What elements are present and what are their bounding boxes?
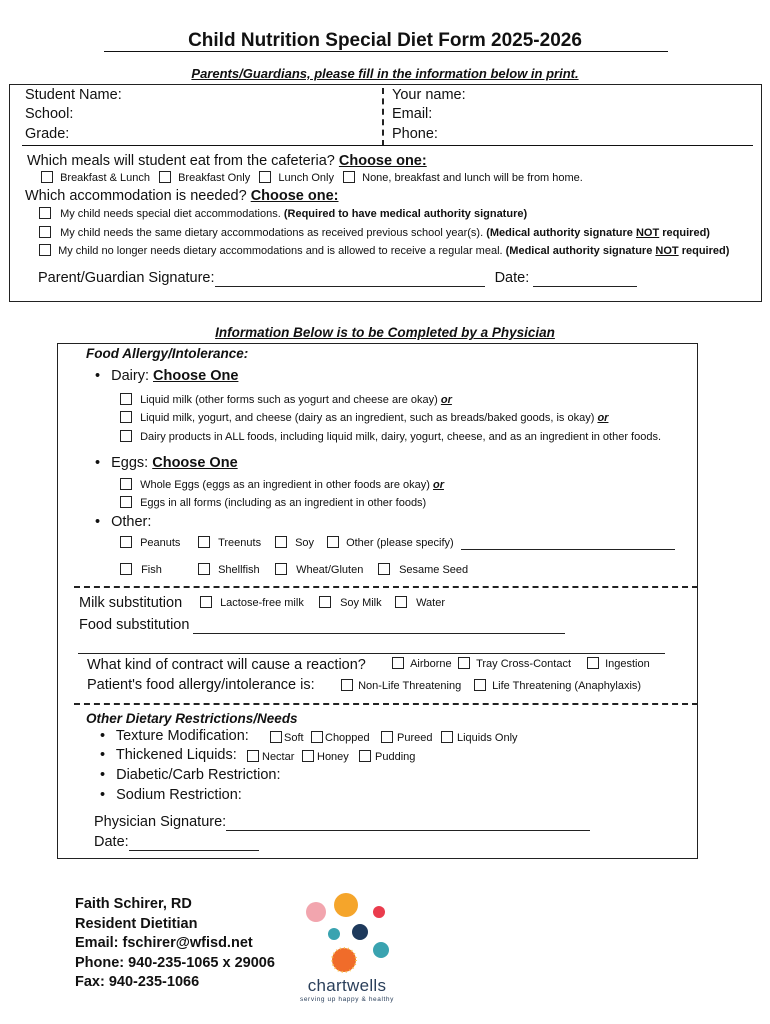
other-checkbox[interactable] bbox=[198, 536, 210, 548]
meal-option-label: Lunch Only bbox=[278, 172, 334, 184]
physician-signature-label: Physician Signature: bbox=[94, 814, 227, 830]
thickened-row bbox=[100, 747, 237, 763]
parent-date-line[interactable] bbox=[533, 270, 637, 287]
accommodation-checkbox[interactable] bbox=[39, 207, 51, 219]
contact-option-tray bbox=[458, 657, 571, 670]
meal-option-label: Breakfast Only bbox=[178, 172, 251, 184]
meal-option-checkbox[interactable] bbox=[343, 171, 355, 183]
chartwells-logo bbox=[286, 888, 408, 1006]
accommodation-choose-one: Choose one: bbox=[250, 188, 339, 204]
severity-option-text: Non-Life Threatening bbox=[358, 680, 462, 692]
your-name-label: Your name: bbox=[392, 87, 466, 103]
other-specify-line[interactable] bbox=[461, 537, 675, 550]
thickened-option-honey bbox=[302, 750, 349, 763]
accommodation-option-text: My child needs the same dietary accommodations as received previous school year(s). bbox=[60, 227, 484, 239]
logo-dot-orange bbox=[334, 893, 358, 917]
thickened-label: Thickened Liquids: bbox=[115, 747, 237, 763]
form-title: Child Nutrition Special Diet Form 2025-2026 bbox=[188, 30, 582, 51]
contact-checkbox[interactable] bbox=[458, 657, 470, 669]
form-subtitle: Parents/Guardians, please fill in the information below in print. bbox=[191, 66, 579, 81]
dietitian-contact bbox=[75, 895, 275, 993]
other-label: Other: bbox=[111, 514, 152, 530]
phone-label: Phone: bbox=[392, 126, 438, 142]
milk-option-text: Lactose-free milk bbox=[220, 597, 304, 609]
texture-checkbox[interactable] bbox=[270, 731, 282, 743]
or-text: or bbox=[597, 412, 609, 424]
milk-option-text: Soy Milk bbox=[340, 597, 382, 609]
contact-checkbox[interactable] bbox=[392, 657, 404, 669]
other-checkbox[interactable] bbox=[275, 563, 287, 575]
other-option-text: Fish bbox=[141, 564, 162, 576]
eggs-option-2 bbox=[120, 496, 426, 509]
meal-option-checkbox[interactable] bbox=[41, 171, 53, 183]
other-option-text: Other (please specify) bbox=[346, 537, 454, 549]
eggs-option-text: Eggs in all forms (including as an ingredient in other foods) bbox=[140, 497, 427, 509]
accommodation-option-note: (Required to have medical authority signature) bbox=[283, 208, 528, 220]
accommodation-option-text: My child no longer needs dietary accommodations and is allowed to receive a regular meal. bbox=[58, 245, 503, 257]
other-option-peanuts bbox=[120, 536, 180, 549]
logo-wordmark: chartwells bbox=[307, 976, 387, 995]
dietitian-name: Faith Schirer, RD bbox=[75, 896, 192, 912]
dairy-option-text: Dairy products in ALL foods, including liquid milk, dairy, yogurt, cheese, and as an ingredient in other foods. bbox=[140, 431, 662, 443]
sodium-row bbox=[100, 787, 242, 803]
milk-option-water bbox=[395, 596, 445, 609]
accommodation-option-3 bbox=[39, 244, 729, 257]
food-substitution-label: Food substitution bbox=[79, 617, 190, 633]
texture-checkbox[interactable] bbox=[441, 731, 453, 743]
dairy-choose-one: Choose One bbox=[153, 368, 239, 384]
texture-checkbox[interactable] bbox=[381, 731, 393, 743]
accommodation-not-emphasis: NOT bbox=[635, 227, 660, 239]
contact-checkbox[interactable] bbox=[587, 657, 599, 669]
other-restrictions-heading: Other Dietary Restrictions/Needs bbox=[86, 711, 298, 726]
eggs-checkbox[interactable] bbox=[120, 478, 132, 490]
or-text: or bbox=[432, 479, 444, 491]
or-text: or bbox=[440, 394, 452, 406]
thickened-checkbox[interactable] bbox=[359, 750, 371, 762]
accommodation-not-emphasis: NOT bbox=[655, 245, 679, 257]
eggs-choose-one: Choose One bbox=[152, 455, 238, 471]
texture-option-text: Pureed bbox=[397, 732, 433, 744]
eggs-label: Eggs: bbox=[111, 455, 149, 471]
physician-date-label: Date: bbox=[94, 834, 129, 850]
contact-option-airborne bbox=[392, 657, 452, 670]
other-option-text: Sesame Seed bbox=[399, 564, 469, 576]
other-allergy-row bbox=[95, 514, 151, 530]
accommodation-question bbox=[25, 188, 339, 204]
texture-row bbox=[100, 728, 249, 744]
dairy-option-text: Liquid milk (other forms such as yogurt and cheese are okay) bbox=[140, 394, 438, 406]
physician-signature-line[interactable] bbox=[226, 814, 590, 831]
dairy-option-3 bbox=[120, 430, 661, 443]
section-divider bbox=[22, 145, 753, 146]
contact-option-text: Ingestion bbox=[605, 658, 650, 670]
meals-choose-one: Choose one: bbox=[338, 153, 427, 169]
physician-signature-row bbox=[94, 814, 590, 831]
accommodation-option-1 bbox=[39, 207, 527, 220]
dietitian-email: Email: fschirer@wfisd.net bbox=[75, 935, 253, 952]
dairy-option-text: Liquid milk, yogurt, and cheese (dairy as an ingredient, such as breads/baked goods, is okay) bbox=[140, 412, 595, 424]
severity-option-nonlife bbox=[341, 679, 461, 692]
eggs-option-1 bbox=[120, 478, 444, 491]
dietitian-fax: Fax: 940-235-1066 bbox=[75, 974, 200, 991]
thickened-checkbox[interactable] bbox=[247, 750, 259, 762]
grade-label: Grade: bbox=[25, 126, 70, 142]
meal-option-checkbox[interactable] bbox=[159, 171, 171, 183]
accommodation-option-note: (Medical authority signature bbox=[486, 227, 633, 239]
parent-signature-row bbox=[38, 270, 637, 287]
other-option-shellfish bbox=[198, 563, 260, 576]
other-checkbox[interactable] bbox=[378, 563, 390, 575]
texture-label: Texture Modification: bbox=[115, 728, 249, 744]
title-underline bbox=[104, 51, 668, 52]
other-option-text: Peanuts bbox=[140, 537, 181, 549]
texture-option-chopped bbox=[311, 731, 370, 744]
school-label: School: bbox=[25, 106, 74, 122]
email-label: Email: bbox=[392, 106, 433, 122]
other-option-wheat bbox=[275, 563, 363, 576]
texture-option-text: Soft bbox=[284, 732, 304, 744]
dietitian-role: Resident Dietitian bbox=[75, 915, 198, 932]
contact-option-text: Tray Cross-Contact bbox=[476, 658, 572, 670]
other-checkbox[interactable] bbox=[120, 563, 132, 575]
parent-date-label: Date: bbox=[494, 270, 530, 286]
severity-checkbox[interactable] bbox=[341, 679, 353, 691]
eggs-option-text: Whole Eggs (eggs as an ingredient in other foods are okay) bbox=[140, 479, 430, 491]
accommodation-checkbox[interactable] bbox=[39, 226, 51, 238]
thickened-option-text: Pudding bbox=[375, 751, 416, 763]
milk-option-soy bbox=[319, 596, 382, 609]
other-option-text: Treenuts bbox=[218, 537, 262, 549]
contact-option-text: Airborne bbox=[410, 658, 452, 670]
meals-question-text: Which meals will student eat from the cafeteria? bbox=[27, 153, 335, 169]
logo-dot-navy bbox=[352, 924, 368, 940]
food-substitution-line[interactable] bbox=[193, 617, 565, 634]
thickened-option-text: Nectar bbox=[262, 751, 295, 763]
meal-option-label: None, breakfast and lunch will be from home. bbox=[362, 172, 583, 184]
accommodation-option-note: required) bbox=[662, 227, 710, 239]
dashed-divider bbox=[74, 586, 698, 588]
thickened-option-text: Honey bbox=[317, 751, 349, 763]
other-checkbox[interactable] bbox=[120, 536, 132, 548]
eggs-checkbox[interactable] bbox=[120, 496, 132, 508]
diabetic-label: Diabetic/Carb Restriction: bbox=[116, 767, 281, 783]
parent-signature-label: Parent/Guardian Signature: bbox=[38, 270, 215, 286]
milk-option-text: Water bbox=[416, 597, 445, 609]
milk-option-lactose bbox=[200, 596, 304, 609]
other-option-sesame bbox=[378, 563, 468, 576]
meal-option-label: Breakfast & Lunch bbox=[60, 172, 150, 184]
logo-dot-red bbox=[373, 906, 385, 918]
eggs-row bbox=[95, 455, 238, 471]
thickened-option-nectar bbox=[247, 750, 294, 763]
severity-question: Patient's food allergy/intolerance is: bbox=[87, 677, 315, 693]
texture-option-liquids bbox=[441, 731, 518, 744]
texture-option-text: Liquids Only bbox=[457, 732, 518, 744]
dairy-option-1 bbox=[120, 393, 452, 406]
dairy-checkbox[interactable] bbox=[120, 411, 132, 423]
sodium-label: Sodium Restriction: bbox=[116, 787, 242, 803]
food-allergy-heading: Food Allergy/Intolerance: bbox=[86, 346, 249, 361]
accommodation-option-2 bbox=[39, 226, 710, 239]
other-checkbox[interactable] bbox=[198, 563, 210, 575]
diabetic-row bbox=[100, 767, 281, 783]
accommodation-checkbox[interactable] bbox=[39, 244, 51, 256]
physician-date-row bbox=[94, 834, 259, 851]
blank-line[interactable] bbox=[78, 653, 665, 654]
dairy-row bbox=[95, 368, 238, 384]
other-option-soy bbox=[275, 536, 314, 549]
contact-option-ingestion bbox=[587, 657, 650, 670]
logo-dot-teal bbox=[373, 942, 389, 958]
severity-option-text: Life Threatening (Anaphylaxis) bbox=[492, 680, 642, 692]
physician-section-header: Information Below is to be Completed by a Physician bbox=[215, 325, 555, 340]
other-option-text: Wheat/Gluten bbox=[296, 564, 364, 576]
milk-checkbox[interactable] bbox=[200, 596, 212, 608]
texture-option-pureed bbox=[381, 731, 432, 744]
milk-checkbox[interactable] bbox=[395, 596, 407, 608]
dairy-checkbox[interactable] bbox=[120, 430, 132, 442]
milk-substitution-label: Milk substitution bbox=[79, 595, 183, 611]
dietitian-phone: Phone: 940-235-1065 x 29006 bbox=[75, 954, 275, 971]
meals-options-row bbox=[41, 171, 589, 184]
texture-checkbox[interactable] bbox=[311, 731, 323, 743]
milk-checkbox[interactable] bbox=[319, 596, 331, 608]
meals-question bbox=[27, 153, 427, 169]
food-substitution-row bbox=[79, 617, 565, 634]
texture-option-soft bbox=[270, 731, 304, 744]
student-name-label: Student Name: bbox=[25, 87, 122, 103]
texture-option-text: Chopped bbox=[325, 732, 370, 744]
logo-dot-pink bbox=[306, 902, 326, 922]
dairy-option-2 bbox=[120, 411, 608, 424]
column-separator bbox=[382, 88, 384, 146]
logo-dots-icon bbox=[286, 888, 408, 980]
thickened-checkbox[interactable] bbox=[302, 750, 314, 762]
logo-tagline: serving up happy & healthy bbox=[299, 996, 394, 1003]
meal-option-checkbox[interactable] bbox=[259, 171, 271, 183]
other-option-text: Soy bbox=[295, 537, 315, 549]
accommodation-question-text: Which accommodation is needed? bbox=[25, 188, 247, 204]
other-option-text: Shellfish bbox=[218, 564, 260, 576]
other-checkbox[interactable] bbox=[275, 536, 287, 548]
dairy-checkbox[interactable] bbox=[120, 393, 132, 405]
severity-option-life bbox=[474, 679, 641, 692]
physician-date-line[interactable] bbox=[129, 834, 259, 851]
other-option-fish bbox=[120, 563, 162, 576]
other-checkbox[interactable] bbox=[327, 536, 339, 548]
dairy-label: Dairy: bbox=[111, 368, 149, 384]
accommodation-option-note: required) bbox=[681, 245, 730, 257]
other-option-specify bbox=[327, 536, 675, 550]
accommodation-option-text: My child needs special diet accommodations. bbox=[60, 208, 281, 220]
severity-checkbox[interactable] bbox=[474, 679, 486, 691]
logo-dot-teal-small bbox=[328, 928, 340, 940]
other-option-treenuts bbox=[198, 536, 261, 549]
dashed-divider bbox=[74, 703, 698, 705]
parent-signature-line[interactable] bbox=[215, 270, 485, 287]
accommodation-option-note: (Medical authority signature bbox=[505, 245, 653, 257]
thickened-option-pudding bbox=[359, 750, 415, 763]
contact-question: What kind of contract will cause a reaction? bbox=[87, 657, 366, 673]
